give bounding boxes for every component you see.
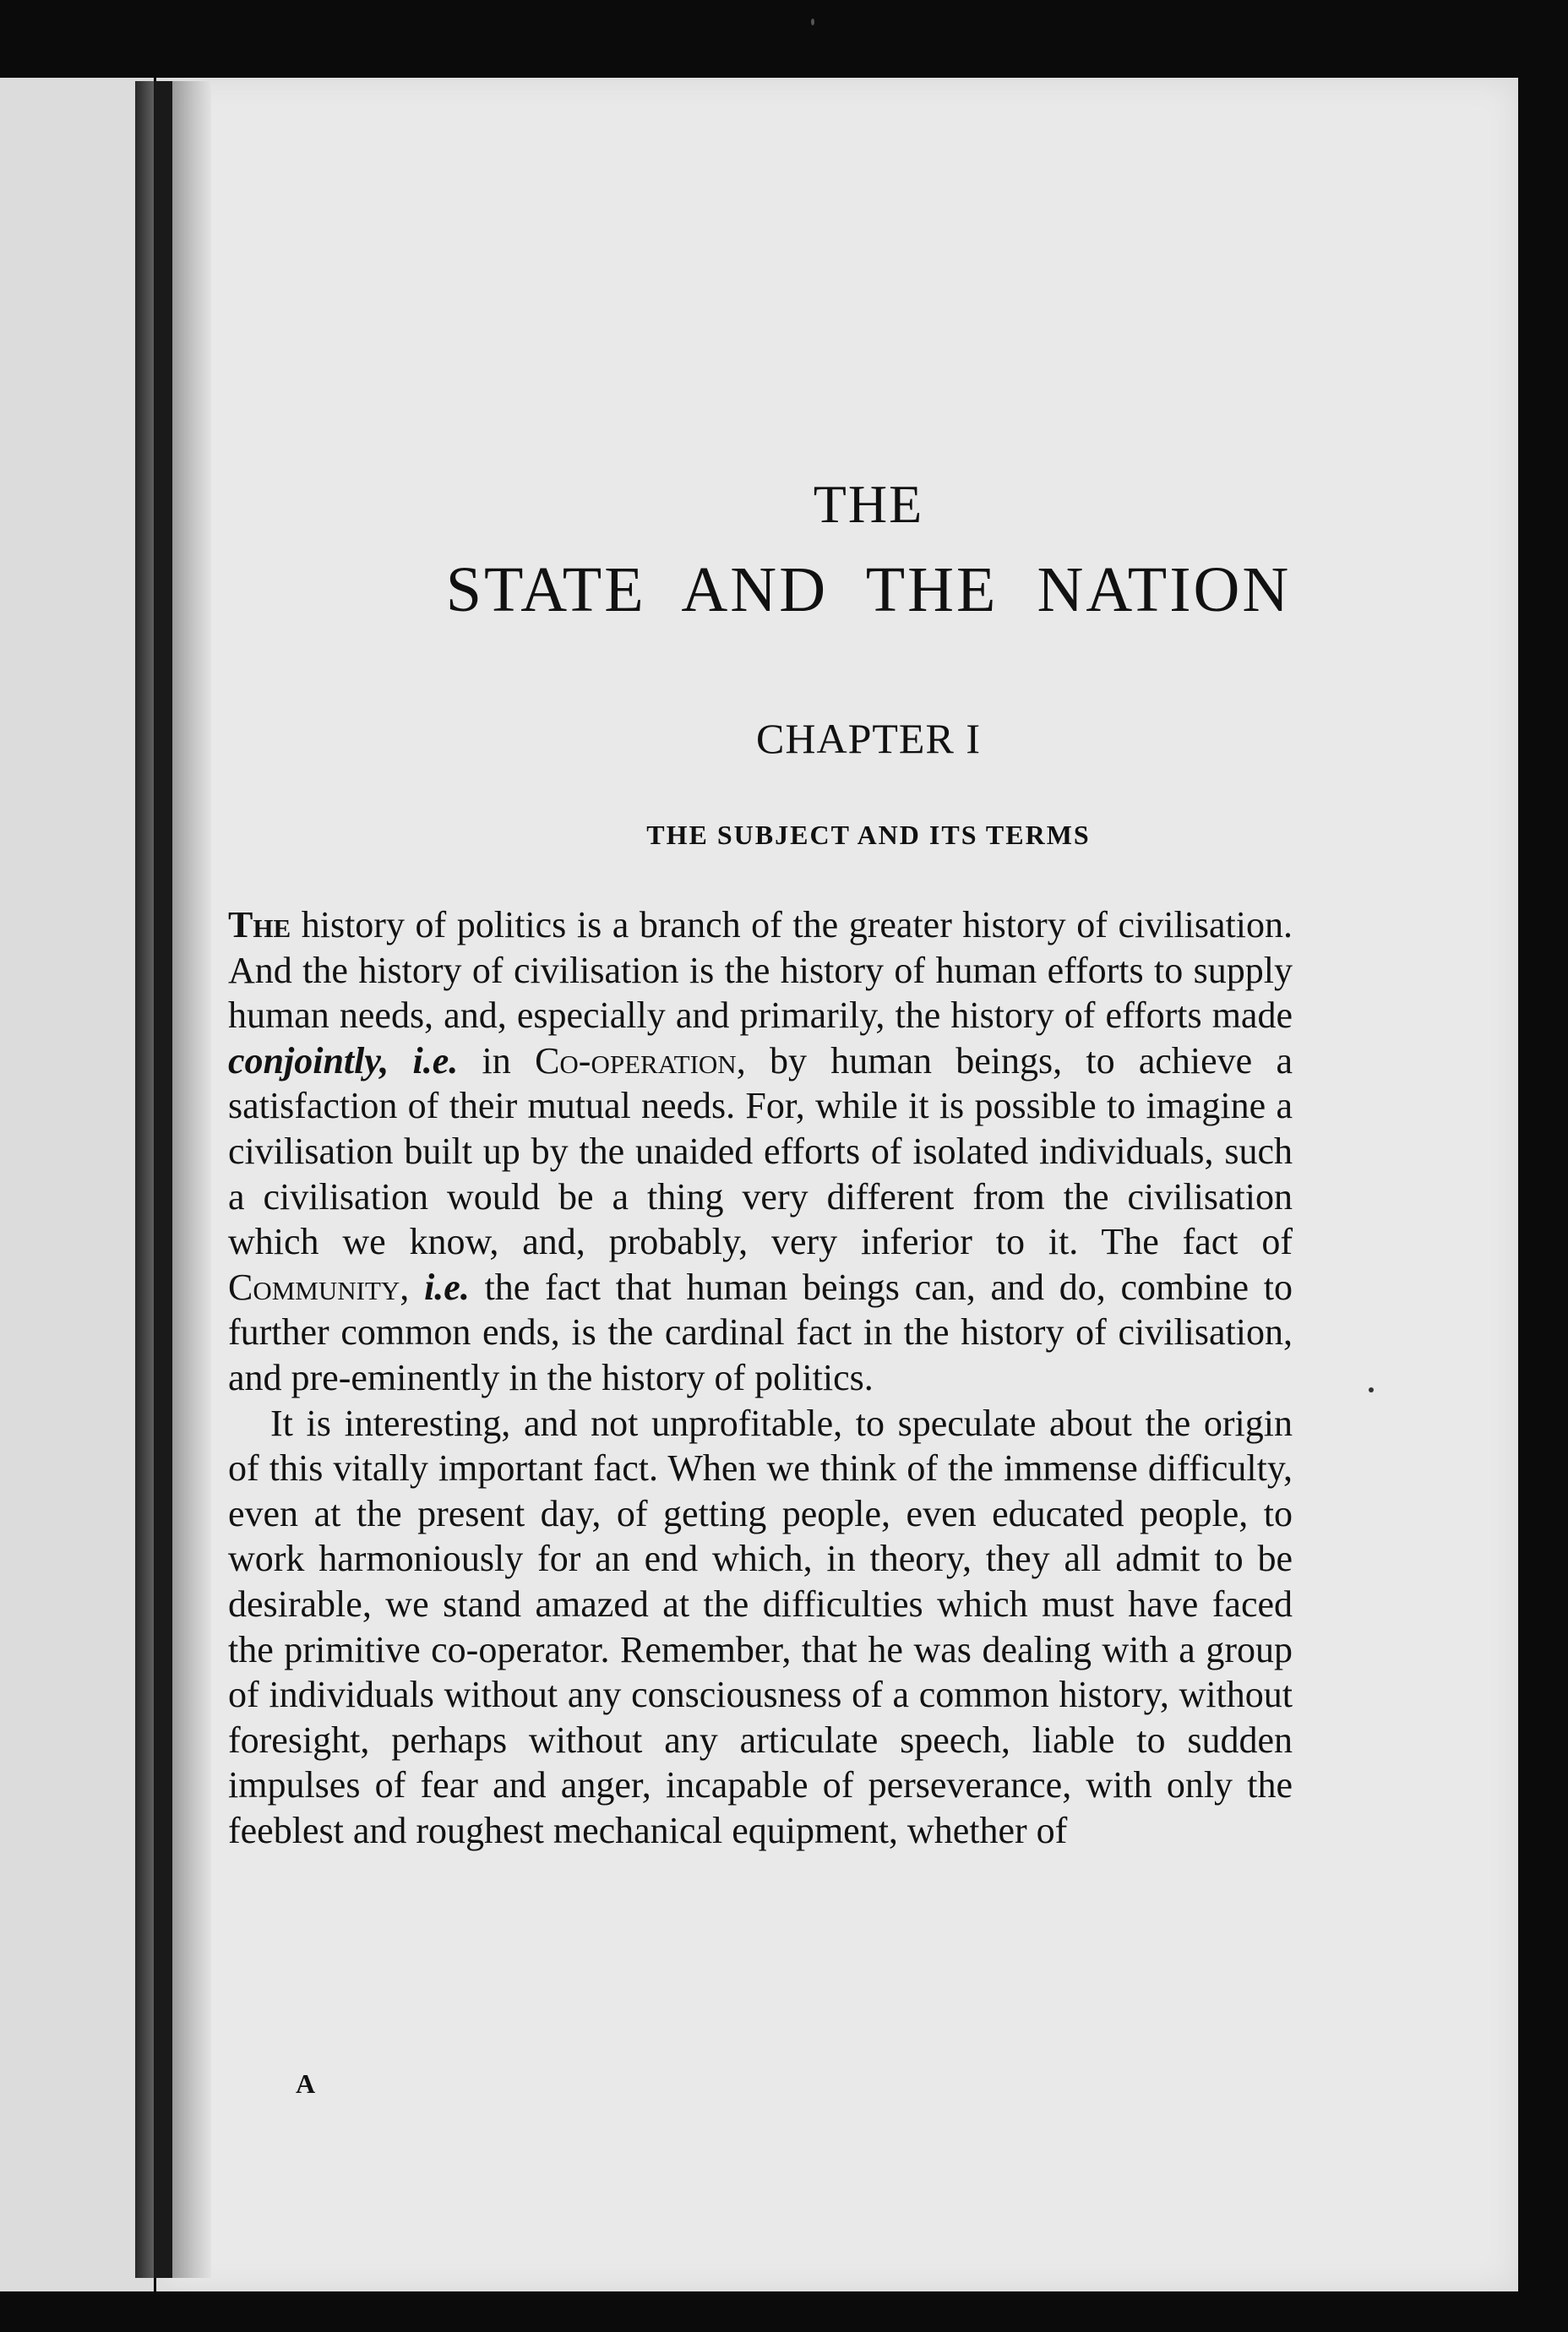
term-community: Community <box>228 1266 400 1308</box>
paragraph-1-text: , by human beings, to achieve a satisfaction of their mutual needs. For, while it is possible to imagine a civilisation built up by the unaided efforts of isolated individuals, such a civilisation would be a thing very different from the civilisation which we know, and, probably, very inferior to it. The fact of <box>228 1039 1293 1263</box>
paragraph-1-text: history of politics is a branch of the greater history of civilisation. And the history of civilisation is the history of human efforts to supply human needs, and, especially and primarily, the history of efforts made <box>228 904 1293 1037</box>
emphasis-ie: i.e. <box>424 1266 470 1308</box>
term-cooperation: Co-operation <box>535 1039 737 1082</box>
chapter-subtitle: THE SUBJECT AND ITS TERMS <box>646 820 1091 850</box>
paragraph-lead-word: The <box>228 904 291 945</box>
book-title-line-1: THE <box>813 474 924 534</box>
paragraph-1-text: in <box>458 1039 536 1082</box>
book-gutter-edge <box>154 81 172 2278</box>
paragraph-1-text: , <box>400 1266 425 1308</box>
book-title-line-2: STATE AND THE NATION <box>445 554 1292 625</box>
signature-mark: A <box>296 2068 316 2099</box>
paragraph-1 <box>228 902 1293 1401</box>
scan-speck <box>811 19 814 25</box>
emphasis-conjointly: conjointly, i.e. <box>228 1039 459 1082</box>
chapter-heading: CHAPTER I <box>756 715 981 762</box>
facing-page-edge <box>0 78 154 2291</box>
paragraph-2: It is interesting, and not unprofitable, to speculate about the origin of this vitally important fact. When we think of the immense difficulty, even at the present day, of getting people, even educated people, to work harmoniously for an end which, in theory, they all admit to be desirable, we stand amazed at the difficulties which must have faced the primitive co-operator. Remember, that he was dealing with a group of individuals without any consciousness of a common history, without foresight, perhaps without any articulate speech, liable to sudden impulses of fear and anger, incapable of perseverance, with only the feeblest and roughest mechanical equipment, whether of <box>228 1402 1293 1851</box>
scan-speck <box>1369 1387 1374 1392</box>
paragraph-1-text: the fact that human beings can, and do, combine to further common ends, is the cardinal fact in the history of civilisation, and pre-eminently in the history of politics. <box>228 1266 1293 1398</box>
body-text <box>228 902 1293 1853</box>
book-gutter-shadow <box>135 81 211 2278</box>
